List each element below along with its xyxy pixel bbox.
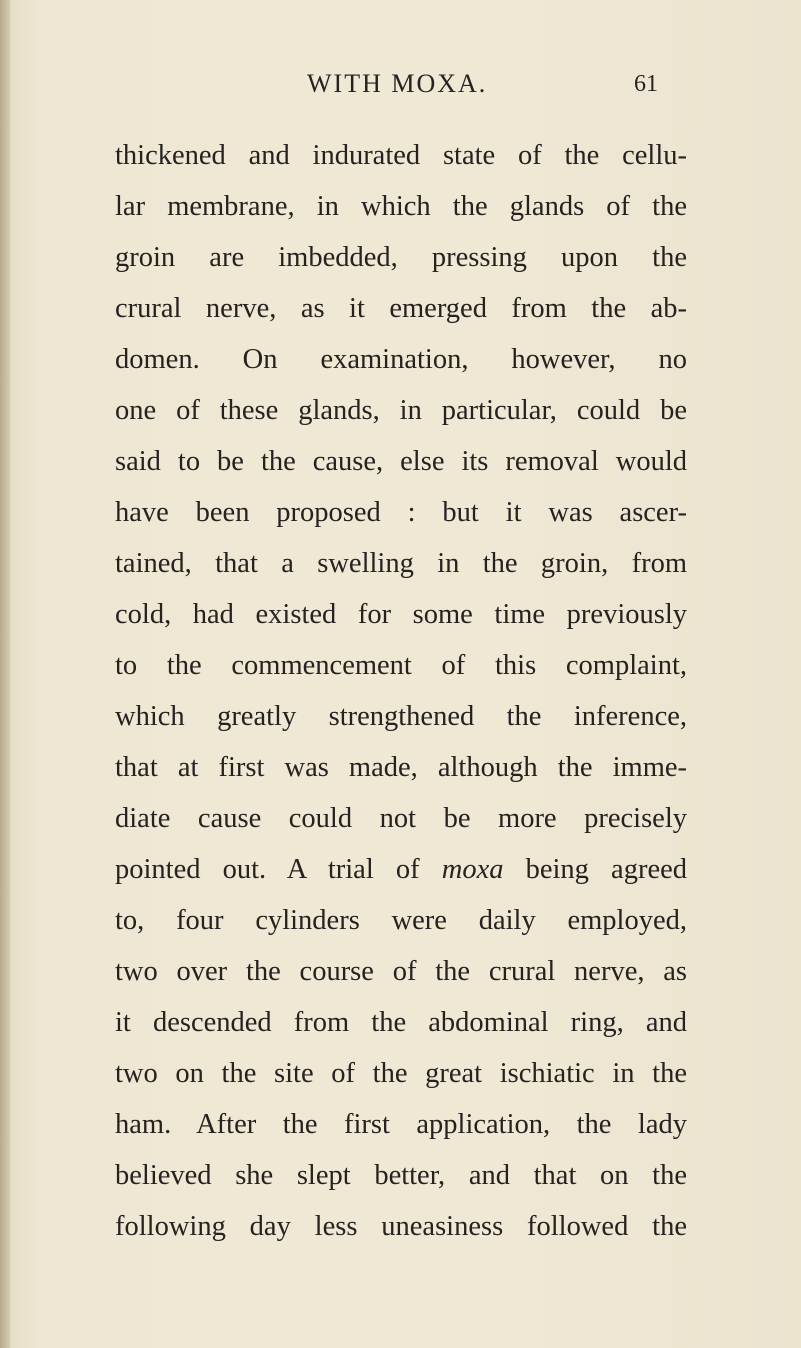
text-line: following day less uneasiness followed the [115, 1211, 687, 1242]
text-line: it descended from the abdominal ring, and [115, 1007, 687, 1038]
text-line: to the commencement of this complaint, [115, 650, 687, 681]
text-line: lar membrane, in which the glands of the [115, 191, 687, 222]
text-line: two on the site of the great ischiatic in the [115, 1058, 687, 1089]
text-line: to, four cylinders were daily employed, [115, 905, 687, 936]
italic-term-moxa: moxa [441, 854, 504, 885]
text-line: which greatly strengthened the inference, [115, 701, 687, 732]
text-line: cold, had existed for some time previously [115, 599, 687, 630]
page-number: 61 [634, 71, 658, 97]
text-line: groin are imbedded, pressing upon the [115, 242, 687, 273]
text-line: crural nerve, as it emerged from the ab- [115, 293, 687, 324]
text-line: ham. After the first application, the lady [115, 1109, 687, 1140]
body-text [115, 130, 687, 1252]
text-line: two over the course of the crural nerve, as [115, 956, 687, 987]
text-line: have been proposed : but it was ascer- [115, 497, 687, 528]
text-line: tained, that a swelling in the groin, from [115, 548, 687, 579]
text-line: thickened and indurated state of the cellu- [115, 140, 687, 171]
text-line: domen. On examination, however, no [115, 344, 687, 375]
running-head [0, 64, 801, 104]
text-segment: being agreed [503, 854, 687, 885]
running-head-title: WITH MOXA. [307, 69, 488, 98]
text-line-with-italic [115, 844, 687, 895]
binding-edge [0, 0, 10, 1348]
text-segment: pointed out. A trial of [115, 854, 442, 885]
text-line: said to be the cause, else its removal would [115, 446, 687, 477]
text-line: believed she slept better, and that on the [115, 1160, 687, 1191]
text-line: one of these glands, in particular, could be [115, 395, 687, 426]
text-line: that at first was made, although the imme- [115, 752, 687, 783]
text-line: diate cause could not be more precisely [115, 803, 687, 834]
